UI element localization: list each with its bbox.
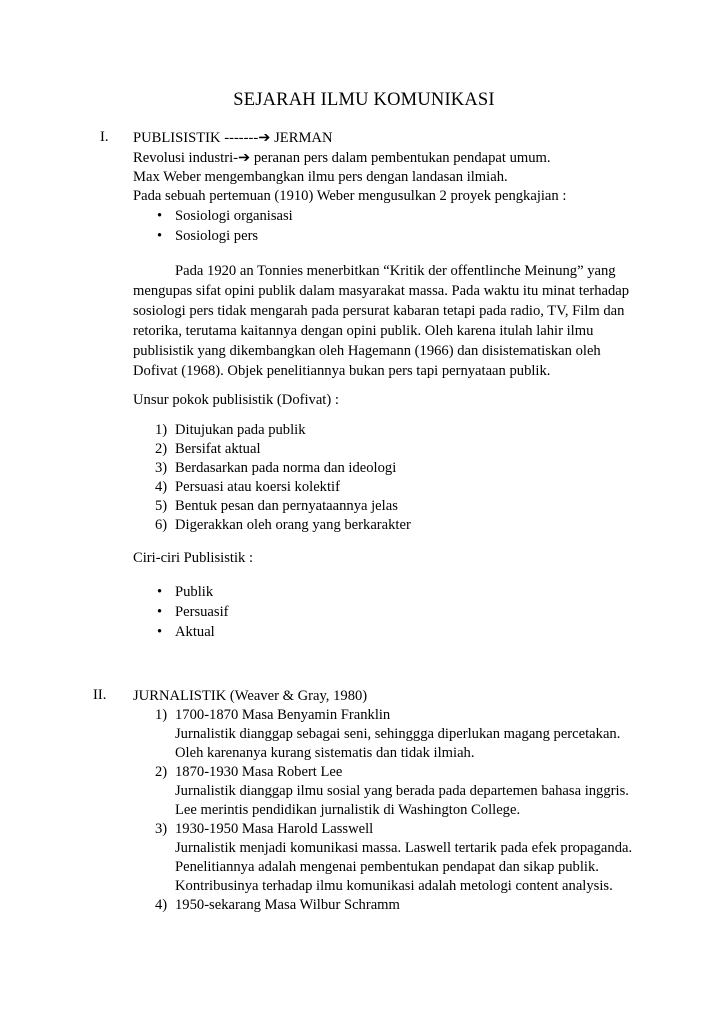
- list-number: 2): [155, 441, 168, 457]
- list-item: Bersifat aktual: [175, 441, 261, 457]
- list-item-detail: Penelitiannya adalah mengenai pembentukan pendapat dan sikap publik.: [175, 859, 599, 875]
- list-item: Publik: [175, 584, 214, 600]
- list-item: Bentuk pesan dan pernyataannya jelas: [175, 498, 398, 514]
- list-item-detail: Jurnalistik dianggap sebagai seni, sehinggga diperlukan magang percetakan.: [175, 726, 621, 742]
- section-1-line-1-b: peranan pers dalam pembentukan pendapat umum.: [250, 150, 551, 166]
- section-1-numeral: I.: [100, 129, 109, 145]
- list-number: 4): [155, 479, 168, 495]
- list-number: 1): [155, 707, 168, 723]
- list-item: 1700-1870 Masa Benyamin Franklin: [175, 707, 391, 723]
- section-1-line-3: Pada sebuah pertemuan (1910) Weber mengusulkan 2 proyek pengkajian :: [133, 188, 567, 204]
- list-number: 2): [155, 764, 168, 780]
- list-number: 3): [155, 821, 168, 837]
- list-number: 1): [155, 422, 168, 438]
- list-item-detail: Oleh karenanya kurang sistematis dan tidak ilmiah.: [175, 745, 475, 761]
- paragraph-line: publisistik yang dikembangkan oleh Hagemann (1966) dan disistematiskan oleh: [133, 343, 601, 359]
- arrow-right-icon: ➔: [258, 130, 271, 146]
- paragraph-line: sosiologi pers tidak mengarah pada persurat kabaran tetapi pada radio, TV, Film dan: [133, 303, 625, 319]
- list-item: 1870-1930 Masa Robert Lee: [175, 764, 343, 780]
- section-1-heading-left: PUBLISISTIK -------: [133, 130, 259, 146]
- list-number: 5): [155, 498, 168, 514]
- list-item: Persuasif: [175, 604, 229, 620]
- list-item-detail: Kontribusinya terhadap ilmu komunikasi adalah metologi content analysis.: [175, 878, 613, 894]
- list-item-detail: Lee merintis pendidikan jurnalistik di Washington College.: [175, 802, 521, 818]
- section-1-line-1-a: Revolusi industri-: [133, 150, 238, 166]
- bullet-icon: [157, 228, 162, 245]
- document-title: SEJARAH ILMU KOMUNIKASI: [233, 90, 495, 110]
- section-1-heading-right: JERMAN: [270, 130, 333, 146]
- list-item: Persuasi atau koersi kolektif: [175, 479, 340, 495]
- bullet-icon: [157, 208, 162, 225]
- list-item-detail: Jurnalistik dianggap ilmu sosial yang berada pada departemen bahasa inggris.: [175, 783, 629, 799]
- list-item: 1930-1950 Masa Harold Lasswell: [175, 821, 374, 837]
- list-number: 4): [155, 897, 168, 913]
- section-2-numeral: II.: [93, 687, 107, 703]
- list-number: 6): [155, 517, 168, 533]
- section-1-line-2: Max Weber mengembangkan ilmu pers dengan landasan ilmiah.: [133, 169, 508, 185]
- list-item-detail: Jurnalistik menjadi komunikasi massa. Laswell tertarik pada efek propaganda.: [175, 840, 633, 856]
- ciri-heading: Ciri-ciri Publisistik :: [133, 550, 253, 566]
- list-item: Sosiologi organisasi: [175, 208, 293, 224]
- list-item: Digerakkan oleh orang yang berkarakter: [175, 517, 411, 533]
- list-item: Sosiologi pers: [175, 228, 259, 244]
- list-item: Ditujukan pada publik: [175, 422, 306, 438]
- paragraph-line: Pada 1920 an Tonnies menerbitkan “Kritik der offentlinche Meinung” yang: [175, 263, 616, 279]
- section-1-line-1: [133, 149, 551, 168]
- list-item: Berdasarkan pada norma dan ideologi: [175, 460, 397, 476]
- section-2-heading: JURNALISTIK (Weaver & Gray, 1980): [133, 688, 368, 704]
- paragraph-line: Dofivat (1968). Objek penelitiannya bukan pers tapi pernyataan publik.: [133, 363, 551, 379]
- bullet-icon: [157, 604, 162, 621]
- list-item: 1950-sekarang Masa Wilbur Schramm: [175, 897, 400, 913]
- list-item: Aktual: [175, 624, 215, 640]
- paragraph-line: mengupas sifat opini publik dalam masyarakat massa. Pada waktu itu minat terhadap: [133, 283, 630, 299]
- paragraph-line: retorika, terutama kaitannya dengan opini publik. Oleh karena itulah lahir ilmu: [133, 323, 594, 339]
- list-number: 3): [155, 460, 168, 476]
- arrow-right-icon: ➔: [238, 150, 251, 166]
- unsur-heading: Unsur pokok publisistik (Dofivat) :: [133, 392, 339, 408]
- section-1-heading: [133, 129, 333, 148]
- bullet-icon: [157, 624, 162, 641]
- bullet-icon: [157, 584, 162, 601]
